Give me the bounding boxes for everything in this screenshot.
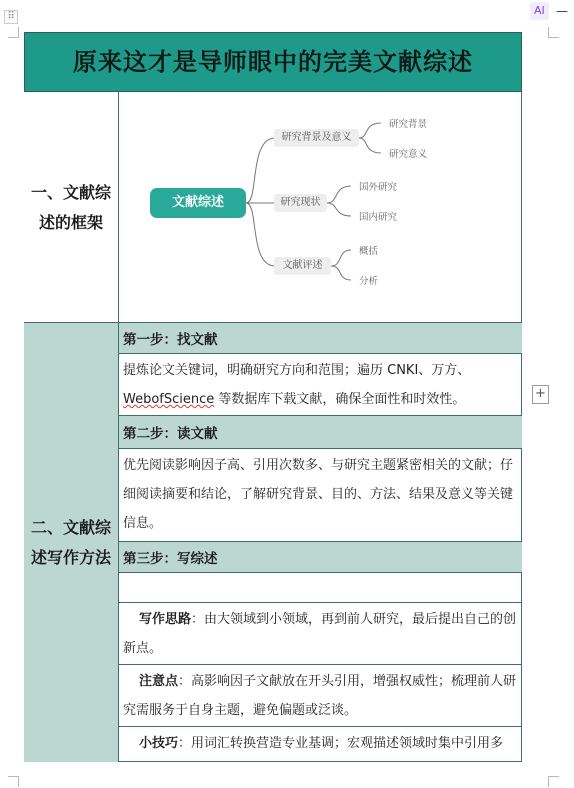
writing-note: 注意点：高影响因子文献放在开头引用，增强权威性；梳理前人研究需服务于自身主题，避免偏题或泛谈。: [119, 665, 522, 727]
mind-map-leaf: 国内研究: [359, 212, 398, 223]
connector-line: [327, 203, 351, 216]
mind-map-diagram: [119, 92, 522, 323]
page-corner-mark: [548, 27, 559, 38]
connector-line: [246, 138, 274, 203]
mind-map-branch: 研究现状: [274, 194, 327, 212]
move-handle-icon[interactable]: ⠿: [4, 10, 18, 24]
empty-row[interactable]: [119, 573, 522, 603]
connector-line: [327, 186, 351, 203]
page-corner-mark: [8, 776, 19, 787]
step-header: 第一步：找文献: [119, 323, 522, 354]
writing-idea: 写作思路：由大领域到小领域，再到前人研究，最后提出自己的创新点。: [119, 603, 522, 665]
mind-map-leaf: 国外研究: [359, 182, 398, 193]
ai-toolbar-text: —: [556, 4, 568, 18]
section-label-framework: 一、文献综述的框架: [24, 92, 119, 323]
ai-assistant-button[interactable]: AI: [530, 2, 549, 20]
step-header: 第二步：读文献: [119, 416, 522, 449]
writing-tip: 小技巧：用词汇转换营造专业基调；宏观描述领域时集中引用多: [139, 736, 504, 751]
document-title: 原来这才是导师眼中的完美文献综述: [24, 32, 522, 92]
mind-map-leaf: 研究意义: [389, 149, 428, 160]
step-content: 提炼论文关键词，明确研究方向和范围；遍历 CNKI、万方、 WebofScience 等数据库下载文献，确保全面性和时效性。: [119, 354, 522, 416]
mind-map-branch: 研究背景及意义: [274, 129, 359, 147]
connector-line: [359, 138, 381, 153]
step-header: 第三步：写综述: [119, 542, 522, 573]
step-content: 优先阅读影响因子高、引用次数多、与研究主题紧密相关的文献；仔细阅读摘要和结论，了解研究背景、目的、方法、结果及意义等关键信息。: [119, 449, 522, 542]
page-corner-mark: [548, 776, 559, 787]
spellcheck-word[interactable]: WebofScience: [123, 392, 215, 407]
connector-line: [359, 123, 381, 138]
mind-map-leaf: 分析: [359, 276, 379, 287]
connector-line: [246, 203, 274, 266]
mind-map-root: 文献综述: [150, 188, 246, 218]
section-label-writing: 二、文献综述写作方法: [24, 323, 119, 762]
connector-line: [331, 250, 351, 266]
mind-map-branch: 文献评述: [274, 257, 331, 275]
mind-map-leaf: 研究背景: [389, 119, 428, 130]
page-corner-mark: [8, 27, 19, 38]
connector-line: [331, 266, 351, 280]
mind-map-leaf: 概括: [359, 246, 379, 257]
add-row-button[interactable]: +: [532, 385, 549, 404]
